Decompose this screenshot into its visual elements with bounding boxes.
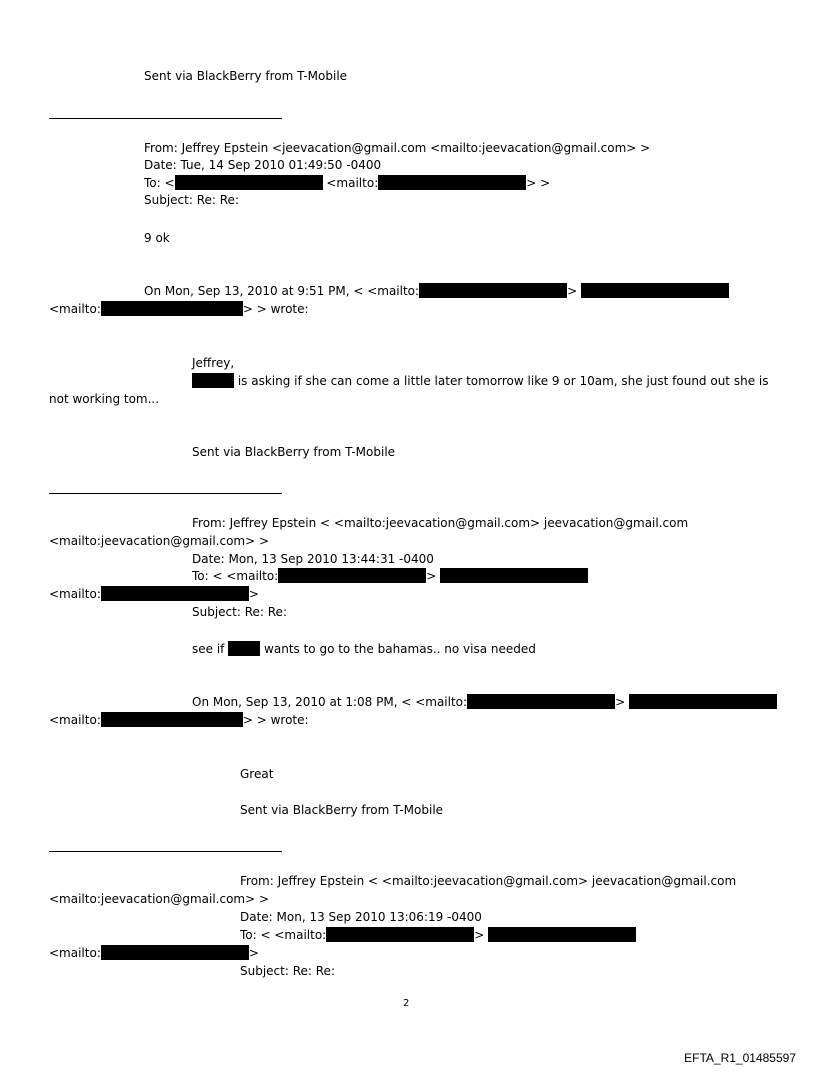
- quote1-body-text: is asking if she can come a little later tomorrow like 9 or 10am, she just found out she is: [237, 374, 769, 388]
- redaction-block: [419, 283, 567, 298]
- email3-from-line1: From: Jeffrey Epstein < <mailto:jeevacation@gmail.com> jeevacation@gmail.com: [240, 874, 737, 888]
- quote2-sent-via: Sent via BlackBerry from T-Mobile: [240, 803, 444, 817]
- email2-to-line2-prefix: <mailto:: [49, 587, 101, 601]
- email2-to-prefix: To: < <mailto:: [192, 569, 279, 583]
- email3-subject: Subject: Re: Re:: [240, 964, 335, 978]
- redaction-block: [378, 175, 526, 190]
- redaction-block: [101, 301, 243, 316]
- quote1-line2-prefix: <mailto:: [49, 302, 101, 316]
- redaction-block: [101, 586, 249, 601]
- quote2-line2-prefix: <mailto:: [49, 713, 101, 727]
- email2-to: [192, 568, 588, 584]
- redaction-block: [101, 945, 249, 960]
- email2-to-line2-suffix: >: [248, 587, 259, 601]
- redaction-block: [326, 927, 474, 942]
- email1-to-suffix: > >: [526, 176, 551, 190]
- quote1-greeting: Jeffrey,: [192, 356, 235, 370]
- quote1-header: [144, 283, 729, 299]
- separator-rule: [49, 493, 282, 494]
- quote2-header-mid: >: [615, 695, 626, 709]
- quote2-body: Great: [240, 767, 274, 781]
- quote1-header-mid: >: [567, 284, 578, 298]
- redaction-block: [629, 694, 777, 709]
- quote1-sent-via: Sent via BlackBerry from T-Mobile: [192, 445, 396, 459]
- email3-to: [240, 927, 636, 943]
- email1-to-prefix: To: <: [144, 176, 175, 190]
- email2-body: [192, 641, 536, 657]
- email3-to-prefix: To: < <mailto:: [240, 928, 327, 942]
- email1-from: From: Jeffrey Epstein <jeevacation@gmail.com <mailto:jeevacation@gmail.com> >: [144, 141, 651, 155]
- email2-body-prefix: see if: [192, 642, 225, 656]
- quote2-line2: [49, 712, 309, 728]
- email2-to-line2: [49, 586, 259, 602]
- email2-to-mid: >: [426, 569, 437, 583]
- redaction-block: [467, 694, 615, 709]
- quote2-line2-suffix: > > wrote:: [242, 713, 309, 727]
- email2-from-line2: <mailto:jeevacation@gmail.com> >: [49, 534, 270, 548]
- quote2-header-prefix: On Mon, Sep 13, 2010 at 1:08 PM, < <mailto:: [192, 695, 468, 709]
- redaction-block: [101, 712, 243, 727]
- email1-to-mailto: <mailto:: [326, 176, 379, 190]
- separator-rule: [49, 118, 282, 119]
- email2-date: Date: Mon, 13 Sep 2010 13:44:31 -0400: [192, 552, 434, 566]
- email2-subject: Subject: Re: Re:: [192, 605, 287, 619]
- email3-to-line2-prefix: <mailto:: [49, 946, 101, 960]
- email1-date: Date: Tue, 14 Sep 2010 01:49:50 -0400: [144, 158, 382, 172]
- quote1-body-line1: [192, 373, 768, 389]
- email3-to-line2-suffix: >: [248, 946, 259, 960]
- redaction-block: [228, 641, 260, 656]
- quote1-line2-suffix: > > wrote:: [242, 302, 309, 316]
- email1-subject: Subject: Re: Re:: [144, 193, 239, 207]
- email2-from-line1: From: Jeffrey Epstein < <mailto:jeevacation@gmail.com> jeevacation@gmail.com: [192, 516, 689, 530]
- quote1-body-line2: not working tom...: [49, 392, 160, 406]
- page-number: 2: [403, 998, 410, 1009]
- redaction-block: [488, 927, 636, 942]
- redaction-block: [440, 568, 588, 583]
- email3-from-line2: <mailto:jeevacation@gmail.com> >: [49, 892, 270, 906]
- quote1-header-prefix: On Mon, Sep 13, 2010 at 9:51 PM, < <mailto:: [144, 284, 420, 298]
- redaction-block: [581, 283, 729, 298]
- redaction-block: [278, 568, 426, 583]
- bates-number: EFTA_R1_01485597: [684, 1051, 796, 1065]
- email1-to: [144, 175, 550, 191]
- email3-date: Date: Mon, 13 Sep 2010 13:06:19 -0400: [240, 910, 482, 924]
- email1-body: 9 ok: [144, 231, 170, 245]
- email2-body-suffix: wants to go to the bahamas.. no visa needed: [264, 642, 536, 656]
- quote2-header: [192, 694, 777, 710]
- sent-via-line: Sent via BlackBerry from T-Mobile: [144, 69, 348, 83]
- separator-rule: [49, 851, 282, 852]
- redaction-block: [192, 373, 234, 388]
- email3-to-mid: >: [474, 928, 485, 942]
- email3-to-line2: [49, 945, 259, 961]
- redaction-block: [175, 175, 323, 190]
- quote1-line2: [49, 301, 309, 317]
